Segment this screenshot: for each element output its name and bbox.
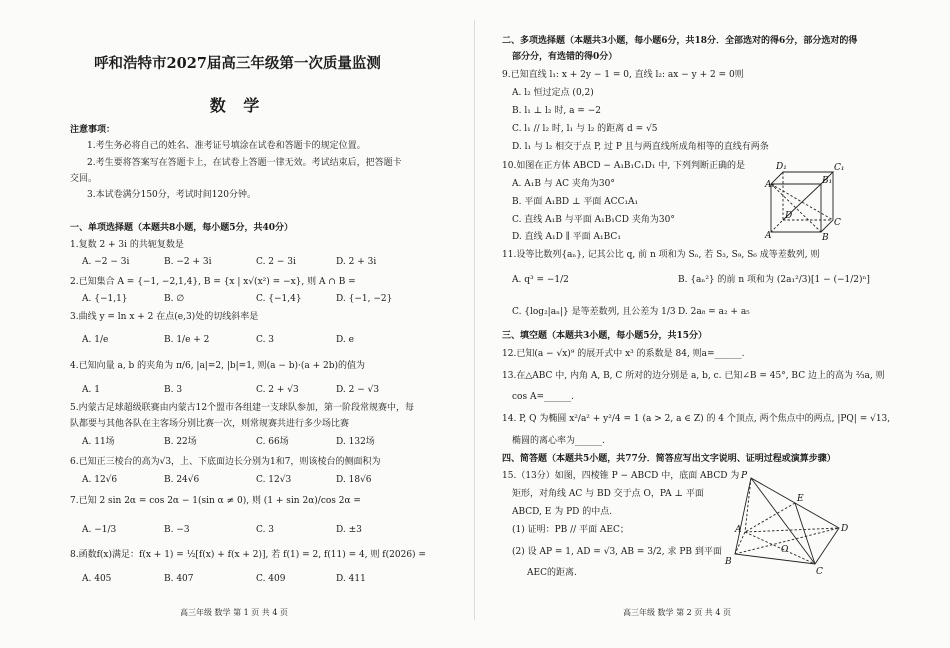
cube-label: A [765, 231, 772, 241]
section-heading: 四、简答题（本题共5小题，共77分．简答应写出文字说明、证明过程或演算步骤） [502, 454, 836, 464]
option: D. 2a₈ = a₂ + a₅ [678, 307, 750, 317]
cube-label: B₁ [822, 176, 833, 186]
option: C. 409 [256, 574, 286, 584]
pyramid-label: E [797, 494, 804, 504]
question-stem: 3.曲线 y = ln x + 2 在点(e,3)处的切线斜率是 [70, 312, 259, 322]
question-stem: 15.（13分）如图，四棱锥 P − ABCD 中，底面 ABCD 为 [502, 471, 740, 481]
cube-label: D₁ [776, 162, 787, 172]
question-stem: ABCD, E 为 PD 的中点. [512, 507, 613, 517]
page-footer: 高三年级 数学 第 1 页 共 4 页 [180, 608, 288, 617]
option: B. 22场 [164, 437, 197, 447]
cube-label: B [822, 233, 829, 243]
option: D. 132场 [336, 437, 375, 447]
notice-line: 1.考生务必将自己的姓名、准考证号填涂在试卷和答题卡的规定位置。 [87, 141, 366, 151]
page-footer: 高三年级 数学 第 2 页 共 4 页 [623, 608, 731, 617]
option: C. 66场 [256, 437, 289, 447]
pyramid-label: O [781, 545, 789, 555]
option: C. 12√3 [256, 475, 292, 485]
pyramid-label: A [735, 525, 742, 535]
question-stem: 8.函数f(x)满足：f(x + 1) = ½[f(x) + f(x + 2)], 若 f(1) = 2, f(11) = 4, 则 f(2026) = [70, 550, 426, 560]
question-stem: (1) 证明：PB // 平面 AEC； [512, 525, 629, 535]
option: A. −1/3 [82, 525, 117, 535]
option: C. {log₂|aₙ|} 是等差数列, 且公差为 1/3 [512, 307, 676, 317]
option: C. {−1,4} [256, 294, 302, 304]
page-2 [475, 0, 950, 648]
option: C. 直线 A₁B 与平面 A₁B₁CD 夹角为30° [512, 215, 675, 225]
option: A. A₁B 与 AC 夹角为30° [512, 179, 615, 189]
option: D. 直线 A₁D ∥ 平面 A₁BC₁ [512, 232, 621, 242]
option: B. 平面 A₁BD ⊥ 平面 ACC₁A₁ [512, 197, 639, 207]
option: D. 411 [336, 574, 366, 584]
option: D. ±3 [336, 525, 362, 535]
question-stem: 12.已知(a − √x)⁹ 的展开式中 x³ 的系数是 84, 则a=______. [502, 349, 745, 359]
pyramid-label: C [816, 567, 823, 577]
option: C. 3 [256, 335, 275, 345]
option: A. −2 − 3i [82, 257, 130, 267]
option: B. ∅ [164, 294, 185, 304]
pyramid-label: P [741, 471, 748, 481]
option: B. 24√6 [164, 475, 200, 485]
question-stem: 5.内蒙古足球超级联赛由内蒙古12个盟市各组建一支球队参加，第一阶段常规赛中，每 [70, 403, 415, 413]
option: C. 3 [256, 525, 275, 535]
notice-line: 2.考生要将答案写在答题卡上，在试卷上答题一律无效。考试结束后，把答题卡 [87, 158, 402, 168]
question-stem: 2.已知集合 A = {−1, −2,1,4}, B = {x | x√(x²) = −x}, 则 A ∩ B = [70, 277, 356, 287]
option: A. 1/e [82, 335, 109, 345]
option: C. 2 + √3 [256, 385, 299, 395]
option: B. 3 [164, 385, 183, 395]
question-stem: 14. P, Q 为椭圆 x²/a² + y²/4 = 1 (a > 2, a ∈ Z) 的 4 个顶点, 两个焦点中的两点, |PQ| = √13, [502, 414, 891, 424]
question-stem: 7.已知 2 sin 2α = cos 2α − 1(sin α ≠ 0), 则 (1 + sin 2α)/cos 2α = [70, 496, 361, 506]
question-stem: 9.已知直线 l₁: x + 2y − 1 = 0, 直线 l₂: ax − y + 2 = 0则 [502, 70, 744, 80]
cube-label: C [834, 218, 841, 228]
option: D. {−1, −2} [336, 294, 393, 304]
pyramid-figure [715, 468, 860, 578]
section-heading: 二、多项选择题（本题共3小题，每小题6分，共18分．全部选对的得6分，部分选对的得 [502, 36, 858, 46]
cube-label: C₁ [834, 163, 845, 173]
notice-heading: 注意事项： [70, 125, 116, 135]
option: A. 11场 [82, 437, 115, 447]
question-stem: AEC的距离. [527, 568, 577, 578]
option: B. l₁ ⊥ l₂ 时, a = −2 [512, 106, 601, 116]
cube-label: D [785, 211, 793, 221]
option: D. 2 + 3i [336, 257, 377, 267]
question-stem: 队都要与其他各队在主客场分别比赛一次，则常规赛共进行多少场比赛 [70, 419, 350, 429]
option: A. {−1,1} [82, 294, 128, 304]
option: C. l₁ // l₂ 时, l₁ 与 l₂ 的距离 d = √5 [512, 124, 658, 134]
pyramid-label: D [841, 524, 849, 534]
option: D. 2 − √3 [336, 385, 380, 395]
section-heading: 三、填空题（本题共3小题，每小题5分，共15分） [502, 331, 708, 341]
pyramid-label: B [725, 557, 732, 567]
notice-line: 交回。 [70, 174, 98, 184]
subject-title: 数 学 [209, 96, 266, 115]
option: B. 1/e + 2 [164, 335, 210, 345]
option: A. 405 [82, 574, 112, 584]
question-stem: 11.设等比数列{aₙ}, 记其公比 q, 前 n 项和为 Sₙ, 若 S₃, S₉, S₆ 成等差数列, 则 [502, 250, 820, 260]
question-stem: 1.复数 2 + 3i 的共轭复数是 [70, 240, 184, 250]
option: D. l₁ 与 l₂ 相交于点 P, 过 P 且与两直线所成角相等的直线有两条 [512, 142, 769, 152]
option: A. q³ = −1/2 [512, 275, 569, 285]
question-stem: cos A=______. [512, 392, 574, 402]
question-stem: 6.已知正三棱台的高为√3，上、下底面边长分别为1和7，则该棱台的侧面积为 [70, 457, 381, 467]
option: B. −3 [164, 525, 190, 535]
option: B. −2 + 3i [164, 257, 212, 267]
question-stem: (2) 设 AP = 1, AD = √3, AB = 3/2, 求 PB 到平面 [512, 547, 722, 557]
question-stem: 10.如图在正方体 ABCD − A₁B₁C₁D₁ 中, 下列判断正确的是 [502, 161, 746, 171]
question-stem: 13.在△ABC 中, 内角 A, B, C 所对的边分别是 a, b, c. 已知∠B = 45°, BC 边上的高为 ⅔a, 则 [502, 371, 885, 381]
option: A. 12√6 [82, 475, 118, 485]
notice-line: 3.本试卷满分150分，考试时间120分钟。 [87, 190, 256, 200]
option: D. e [336, 335, 354, 345]
section-heading: 一、单项选择题（本题共8小题，每小题5分，共40分） [70, 223, 294, 233]
option: A. l₂ 恒过定点 (0,2) [512, 88, 594, 98]
option: D. 18√6 [336, 475, 372, 485]
cube-figure [765, 158, 843, 242]
question-stem: 椭圆的离心率为______. [512, 436, 605, 446]
option: A. 1 [82, 385, 100, 395]
exam-title: 呼和浩特市2027届高三年级第一次质量监测 [94, 55, 381, 72]
option: B. {aₙ²} 的前 n 项和为 (2a₁²/3)[1 − (−1/2)ⁿ] [678, 275, 870, 285]
question-stem: 矩形，对角线 AC 与 BD 交于点 O，PA ⊥ 平面 [512, 489, 704, 499]
section-heading: 部分分，有选错的得0分） [512, 52, 618, 62]
option: C. 2 − 3i [256, 257, 296, 267]
option: B. 407 [164, 574, 194, 584]
cube-label: A₁ [765, 180, 776, 190]
question-stem: 4.已知向量 a, b 的夹角为 π/6, |a|=2, |b|=1, 则(a − b)·(a + 2b)的值为 [70, 361, 366, 371]
